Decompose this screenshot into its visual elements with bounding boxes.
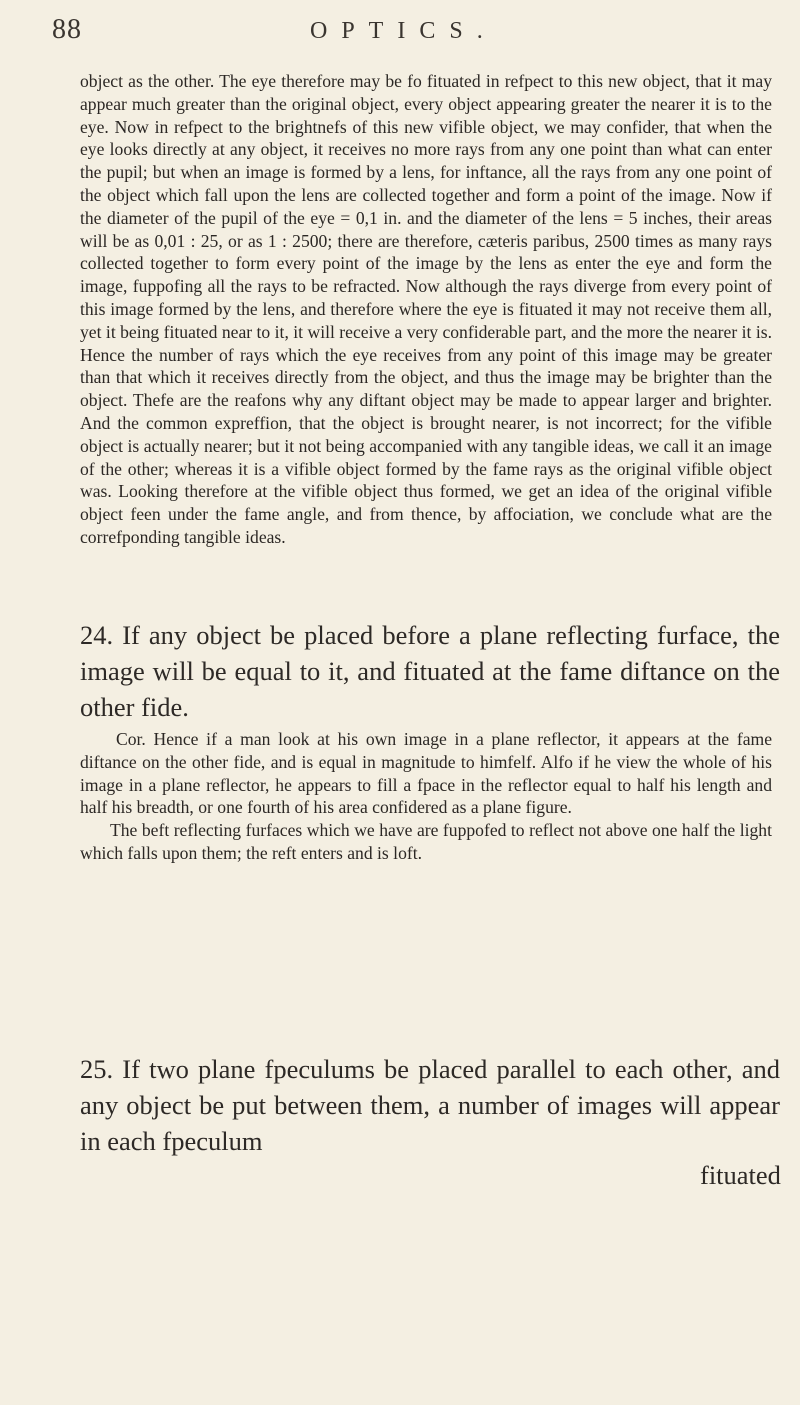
- paragraph-text: object as the other. The eye therefore may be fo fituated in refpect to this new object, that it may appear much greater than the original object, every object appearing greater the nearer it is to the eye. Now in refpect to the brightnefs of this new vifible object, we may confider, that when the eye looks directly at any object, it receives no more rays from any one point than what can enter the pupil; but when an image is formed by a lens, for inftance, all the rays from any one point of the object which fall upon the lens are collected together and form a point of the image. Now if the diameter of the pupil of the eye = 0,1 in. and the diameter of the lens = 5 inches, their areas will be as 0,01 : 25, or as 1 : 2500; there are therefore, cæteris paribus, 2500 times as many rays collected together to form every point of the image by the lens as enter the eye and form the image, fuppofing all the rays to be refracted. Now although the rays diverge from every point of this image formed by the lens, and therefore where the eye is fituated it may not receive them all, yet it being fituated near to it, it will receive a very confiderable part, and the more the nearer it is. Hence the number of rays which the eye receives from any point of this image may be greater than that which it receives directly from the object, and thus the image may be brighter than the object. Thefe are the reafons why any diftant object may be made to appear larger and brighter. And the common expreffion, that the object is brought nearer, is not incorrect; for the vifible object is actually nearer; but it not being accompanied with any tangible ideas, we call it an image of the other; whereas it is a vifible object formed by the fame rays as the original vifible object was. Looking therefore at the vifible object thus formed, we get an idea of the original vifible object feen under the fame angle, and from thence, by affociation, we conclude what are the correfponding tangible ideas.: [80, 71, 772, 547]
- page-header: [52, 14, 760, 54]
- section-24-proposition: 24. If any object be placed before a plane reflecting furface, the image will be equal to it, and fituated at the fame diftance on the other fide.: [80, 620, 780, 722]
- page-number: 88: [52, 14, 82, 45]
- corollary-text: Cor. Hence if a man look at his own image in a plane reflector, it appears at the fame diftance on the other fide, and is equal in magnitude to himfelf. Alfo if he view the whole of his image in a plane reflector, he appears to fill a fpace in the reflector equal to half his length and half his breadth, or one fourth of his area confidered as a plane figure.: [80, 729, 772, 818]
- reflecting-surfaces-note: The beft reflecting furfaces which we have are fuppofed to reflect not above one half the light which falls upon them; the reft enters and is loft.: [80, 820, 772, 863]
- running-head: OPTICS.: [310, 18, 497, 44]
- corollary-block: [80, 728, 772, 865]
- paragraph-optics-image-brightness: [80, 70, 772, 549]
- catchword: fituated: [700, 1160, 781, 1190]
- section-25-proposition: 25. If two plane fpeculums be placed parallel to each other, and any object be put between them, a number of images will appear in each fpeculum: [80, 1054, 780, 1156]
